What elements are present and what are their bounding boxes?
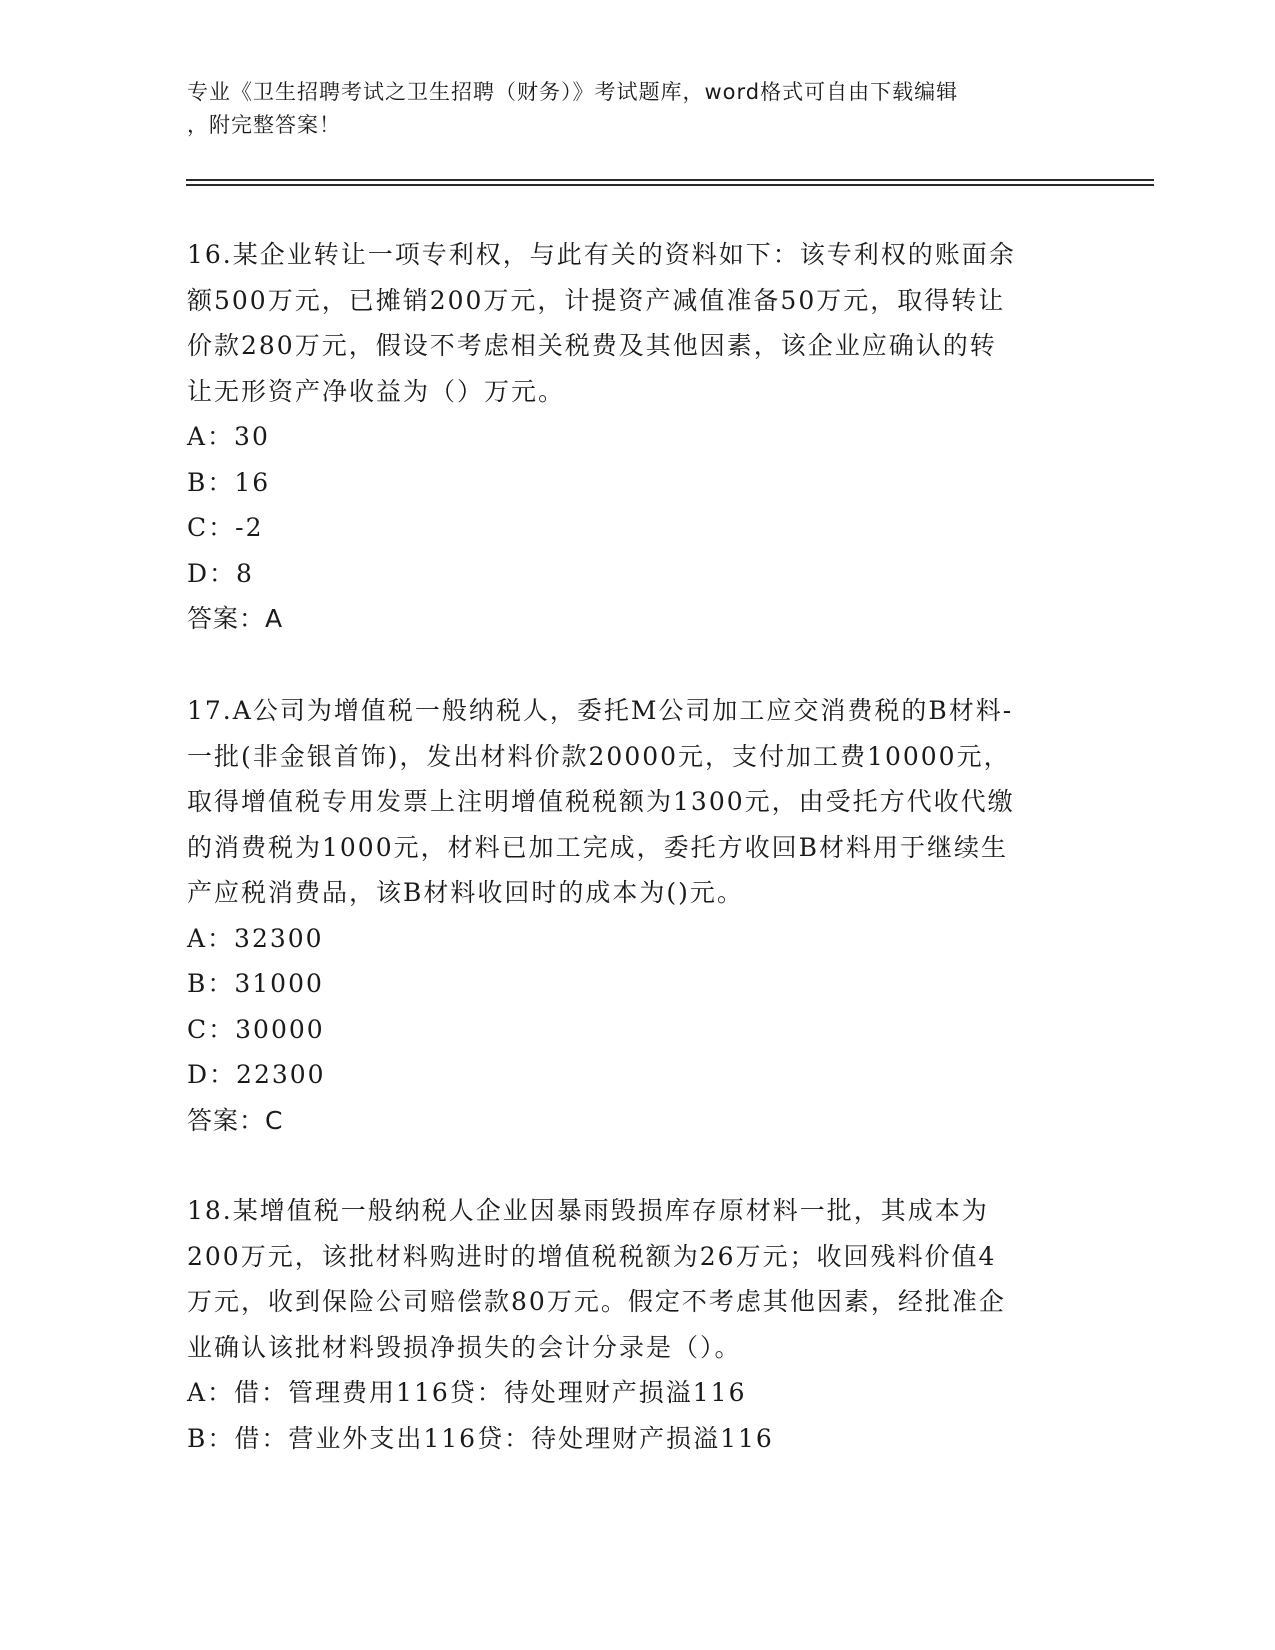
- question-stem-line: 18.某增值税一般纳税人企业因暴雨毁损库存原材料一批，其成本为: [187, 1196, 989, 1225]
- header-divider-top: [186, 179, 1154, 181]
- question-stem-line: 200万元，该批材料购进时的增值税税额为26万元；收回残料价值4: [187, 1241, 997, 1271]
- question-stem-line: 业确认该批材料毁损净损失的会计分录是（）。: [187, 1332, 742, 1362]
- answer: 答案：C: [187, 1105, 284, 1135]
- question-stem-line: 万元，收到保险公司赔偿款80万元。假定不考虑其他因素，经批准企: [187, 1287, 1006, 1316]
- option-a: A：32300: [187, 923, 324, 953]
- option-d: D：8: [187, 558, 254, 588]
- question-stem-line: 16.某企业转让一项专利权，与此有关的资料如下：该专利权的账面余: [187, 240, 1016, 269]
- question-stem-line: 让无形资产净收益为（）万元。: [187, 376, 566, 406]
- answer: 答案：A: [187, 604, 284, 633]
- question-stem-line: 产应税消费品，该B材料收回时的成本为()元。: [187, 878, 744, 907]
- question-16: [187, 232, 1077, 642]
- question-stem-line: 17.A公司为增值税一般纳税人，委托M公司加工应交消费税的B材料-: [187, 696, 1014, 725]
- header-title-line-2: ，附完整答案！: [187, 113, 341, 137]
- option-b: B：16: [187, 467, 271, 497]
- question-17: [187, 688, 1077, 1143]
- question-18: [187, 1188, 1077, 1461]
- question-stem-line: 价款280万元，假设不考虑相关税费及其他因素，该企业应确认的转: [187, 331, 997, 360]
- header-title-line-1: 专业《卫生招聘考试之卫生招聘（财务）》考试题库，word格式可自由下载编辑: [187, 80, 959, 104]
- option-c: C：-2: [187, 513, 264, 542]
- question-stem-line: 取得增值税专用发票上注明增值税税额为1300元，由受托方代收代缴: [187, 787, 1015, 816]
- option-a: A：30: [187, 422, 270, 451]
- question-stem-line: 一批(非金银首饰)，发出材料价款20000元，支付加工费10000元，: [187, 741, 1011, 771]
- page-header: [187, 76, 1077, 142]
- option-b: B：31000: [187, 969, 324, 998]
- question-stem-line: 的消费税为1000元，材料已加工完成，委托方收回B材料用于继续生: [187, 832, 1008, 862]
- option-d: D：22300: [187, 1060, 326, 1089]
- option-a: A：借：管理费用116贷：待处理财产损溢116: [187, 1378, 747, 1407]
- question-stem-line: 额500万元，已摊销200万元，计提资产减值准备50万元，取得转让: [187, 285, 1006, 315]
- header-divider-bottom: [186, 184, 1154, 186]
- option-b: B：借：营业外支出116贷：待处理财产损溢116: [187, 1423, 774, 1453]
- option-c: C：30000: [187, 1014, 325, 1044]
